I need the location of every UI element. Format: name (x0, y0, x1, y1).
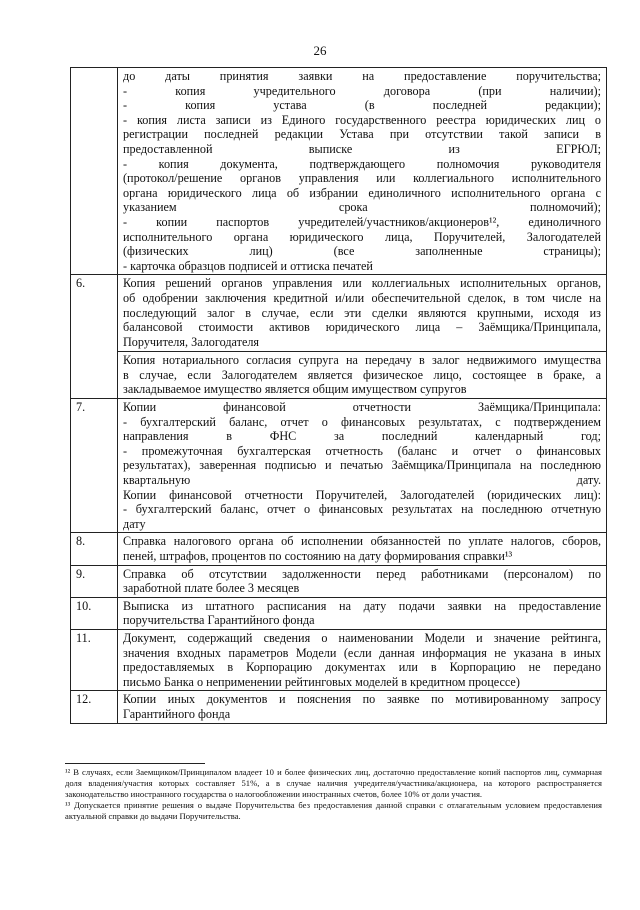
row-text (118, 597, 607, 629)
row-number: 11. (71, 629, 118, 690)
text-line: предоставляемых в Корпорацию документах или в Корпорацию не передано (123, 660, 601, 675)
text-line: Поручителя, Залогодателя (123, 334, 260, 349)
text-line: (физических лиц) (все заполненные страницы); (123, 244, 601, 259)
table-row (71, 399, 607, 533)
row-number: 12. (71, 691, 118, 723)
row-number: 9. (71, 565, 118, 597)
text-line: заработной плате более 3 месяцев (123, 581, 300, 596)
table-row (71, 629, 607, 690)
page-number: 26 (313, 43, 327, 58)
text-line: последующий залог в случае, если эти сделки являются крупными, исходя из (123, 305, 601, 320)
row-number: 8. (71, 533, 118, 565)
table-row (71, 533, 607, 565)
row-text (118, 68, 607, 275)
text-line: Копии финансовой отчетности Поручителей, Залогодателей (юридических лиц): (123, 487, 601, 502)
text-line: Справка налогового органа об исполнении обязанностей по уплате налогов, сборов, (123, 534, 601, 549)
text-line: до даты принятия заявки на предоставление поручительства; (123, 69, 601, 83)
row-number: 10. (71, 597, 118, 629)
text-line: - копия листа записи из Единого государственного реестра юридических лиц о (123, 112, 601, 127)
table-row (71, 275, 607, 399)
table-row (71, 691, 607, 723)
text-line: - копии паспортов учредителей/участников/акционеров¹², единоличного (123, 214, 601, 229)
text-line: органа юридического лица об избрании единоличного исполнительного органа с (123, 185, 601, 200)
footnote-12: ¹² В случаях, если Заемщиком/Принципалом владеет 10 и более физических лиц, достаточно предоставление копий паспортов лиц, суммарная доля владения/участия которых составляет 51%, а в случае наличия учредителя/участника/акционера, на которого распространяется законодательство иностранного государства о налогообложении иностранных счетов, более 10% от доли участия. (65, 767, 602, 799)
row-text (118, 275, 607, 399)
text-line: Копия нотариального согласия супруга на передачу в залог недвижимого имущества (123, 353, 601, 368)
text-line: значения входных параметров Модели (если данная информация не указана в иных (123, 645, 601, 660)
text-line: - промежуточная бухгалтерская отчетность (баланс и отчет о финансовых (123, 443, 601, 458)
sub-cell (118, 351, 606, 397)
text-line: квартальную дату. (123, 473, 601, 488)
text-line: Справка об отсутствии задолженности перед работниками (персоналом) по (123, 566, 601, 581)
text-line: закладываемое имущество является общим имуществом супругов (123, 382, 467, 397)
text-line: Выписка из штатного расписания на дату подачи заявки на предоставление (123, 598, 601, 613)
text-line: Документ, содержащий сведения о наименовании Модели и значение рейтинга, (123, 630, 601, 645)
documents-table (70, 67, 607, 724)
text-line: балансовой стоимости активов юридического лица – Заёмщика/Принципала, (123, 320, 601, 335)
table-row (71, 597, 607, 629)
text-line: - бухгалтерский баланс, отчет о финансовых результатах, с подтверждением (123, 414, 601, 429)
text-line: об одобрении заключения кредитной и/или обеспечительной сделок, в том числе на (123, 290, 601, 305)
footnote-13: ¹³ Допускается принятие решения о выдаче Поручительства без предоставления данной справки с отлагательным условием предоставления актуальной справки до выдачи Поручительства. (65, 800, 602, 821)
text-line: поручительства Гарантийного фонда (123, 613, 315, 628)
text-line: - карточка образцов подписей и оттиска печатей (123, 258, 373, 273)
text-line: (протокол/решение органов управления или коллегиального исполнительного (123, 171, 601, 186)
text-line: Гарантийного фонда (123, 706, 231, 721)
text-line: исполнительного органа юридического лица, Поручителей, Залогодателей (123, 229, 601, 244)
row-text (118, 565, 607, 597)
row-number: 6. (71, 275, 118, 399)
text-line: - бухгалтерский баланс, отчет о финансовых результатах на последнюю отчетную (123, 502, 601, 517)
text-line: регистрации последней редакции Устава при отсутствии такой записи в (123, 127, 601, 142)
footnotes (65, 763, 602, 822)
table-row (71, 565, 607, 597)
text-line: указанием срока полномочий); (123, 200, 601, 215)
row-number (71, 68, 118, 275)
text-line: дату (123, 516, 146, 531)
row-text (118, 629, 607, 690)
row-text (118, 399, 607, 533)
text-line: Копии иных документов и пояснения по заявке по мотивированному запросу (123, 692, 601, 707)
text-line: - копия документа, подтверждающего полномочия руководителя (123, 156, 601, 171)
text-line: - копия устава (в последней редакции); (123, 98, 601, 113)
text-line: предоставленной выписке из ЕГРЮЛ; (123, 141, 601, 156)
text-line: результатах), заверенная подписью и печатью Заёмщика/Принципала на последнюю (123, 458, 601, 473)
row-text (118, 691, 607, 723)
row-text (118, 533, 607, 565)
row-number: 7. (71, 399, 118, 533)
table-row (71, 68, 607, 275)
text-line: в случае, если Залогодателем является физическое лицо, состоящее в браке, а (123, 367, 601, 382)
text-line: Копии финансовой отчетности Заёмщика/Принципала: (123, 400, 601, 415)
text-line: Копия решений органов управления или коллегиальных исполнительных органов, (123, 276, 601, 291)
text-line: - копия учредительного договора (при наличии); (123, 83, 601, 98)
footnote-separator (65, 763, 205, 764)
text-line: пеней, штрафов, процентов по состоянию на дату формирования справки¹³ (123, 549, 513, 563)
text-line: направления в ФНС за последний календарный год; (123, 429, 601, 444)
text-line: письмо Банка о неприменении рейтинговых моделей в кредитном процессе) (123, 674, 520, 689)
